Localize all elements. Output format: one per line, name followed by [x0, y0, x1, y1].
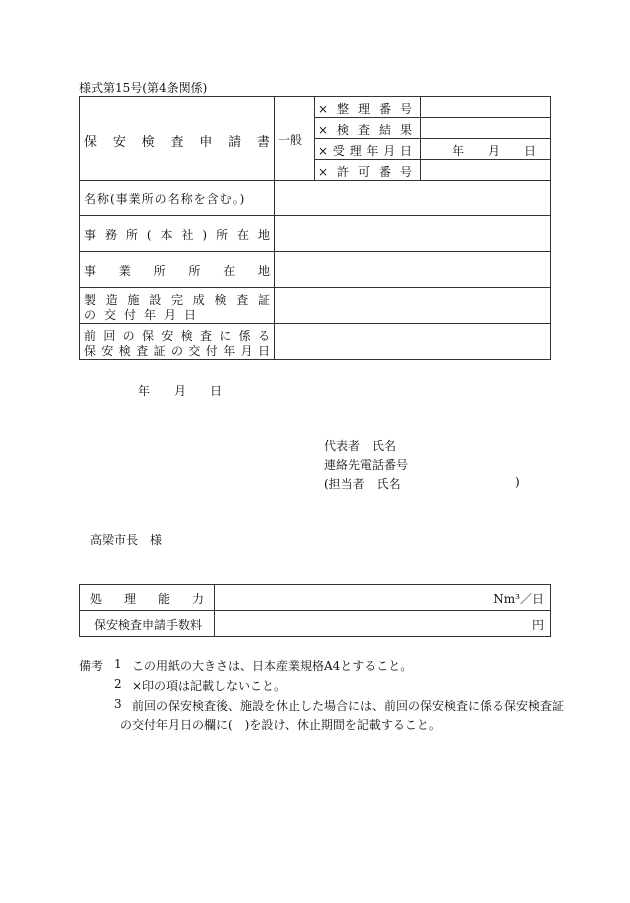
note-2-text: ×印の項は記載しないこと。	[132, 679, 287, 693]
value-site-address[interactable]	[280, 257, 544, 281]
admin-label-permit-number: ×許可番号	[318, 165, 412, 179]
admin-value-receipt-date[interactable]: 年 月 日	[452, 144, 537, 158]
admin-value-permit-number[interactable]	[424, 163, 546, 177]
contact-person-label: (担当者 氏名	[324, 477, 401, 491]
note-3-text-continued: の交付年月日の欄に( )を設け、休止期間を記載すること。	[120, 718, 441, 732]
note-1-text: この用紙の大きさは、日本産業規格A4とすること。	[132, 659, 413, 673]
form-title: 保安検査申請書	[84, 135, 270, 150]
notes-heading: 備考	[79, 659, 104, 673]
admin-label-reference-number: ×整理番号	[318, 102, 412, 116]
label-completion-certificate-line2: の交付年月日	[84, 308, 205, 322]
admin-label-receipt-date: ×受理年月日	[318, 144, 412, 158]
admin-value-reference-number[interactable]	[424, 100, 546, 114]
admin-label-inspection-result: ×検査結果	[318, 123, 412, 137]
label-previous-certificate-line2: 保安検査証の交付年月日	[84, 344, 270, 358]
form-number: 様式第15号(第4条関係)	[79, 81, 208, 95]
processing-capacity-unit: Nm³／日	[493, 592, 544, 606]
contact-person-close: )	[515, 475, 520, 489]
addressee: 高梁市長 様	[90, 533, 163, 547]
representative-name-label: 代表者 氏名	[324, 439, 397, 453]
value-previous-certificate-date[interactable]	[280, 329, 544, 353]
contact-phone-label: 連絡先電話番号	[324, 458, 409, 472]
label-previous-certificate-line1: 前回の保安検査に係る	[84, 329, 270, 343]
note-3-number: 3	[114, 697, 122, 711]
note-3-text: 前回の保安検査後、施設を休止した場合には、前回の保安検査に係る保安検査証	[132, 699, 565, 713]
label-head-office-address: 事務所(本社)所在地	[84, 228, 270, 242]
value-completion-certificate-date[interactable]	[280, 293, 544, 317]
label-completion-certificate-line1: 製造施設完成検査証	[84, 293, 270, 307]
value-head-office-address[interactable]	[280, 221, 544, 245]
label-business-name: 名称(事業所の名称を含む。)	[84, 192, 246, 206]
category-label: 一般	[278, 133, 303, 147]
note-2-number: 2	[114, 677, 122, 691]
label-site-address: 事業所所在地	[84, 264, 270, 278]
note-1-number: 1	[114, 657, 122, 671]
value-business-name[interactable]	[280, 186, 544, 210]
processing-capacity-label: 処理能力	[90, 592, 204, 606]
admin-value-inspection-result[interactable]	[424, 121, 546, 135]
application-date[interactable]: 年 月 日	[138, 384, 223, 398]
inspection-fee-label: 保安検査申請手数料	[94, 618, 203, 632]
inspection-fee-unit: 円	[531, 618, 544, 632]
